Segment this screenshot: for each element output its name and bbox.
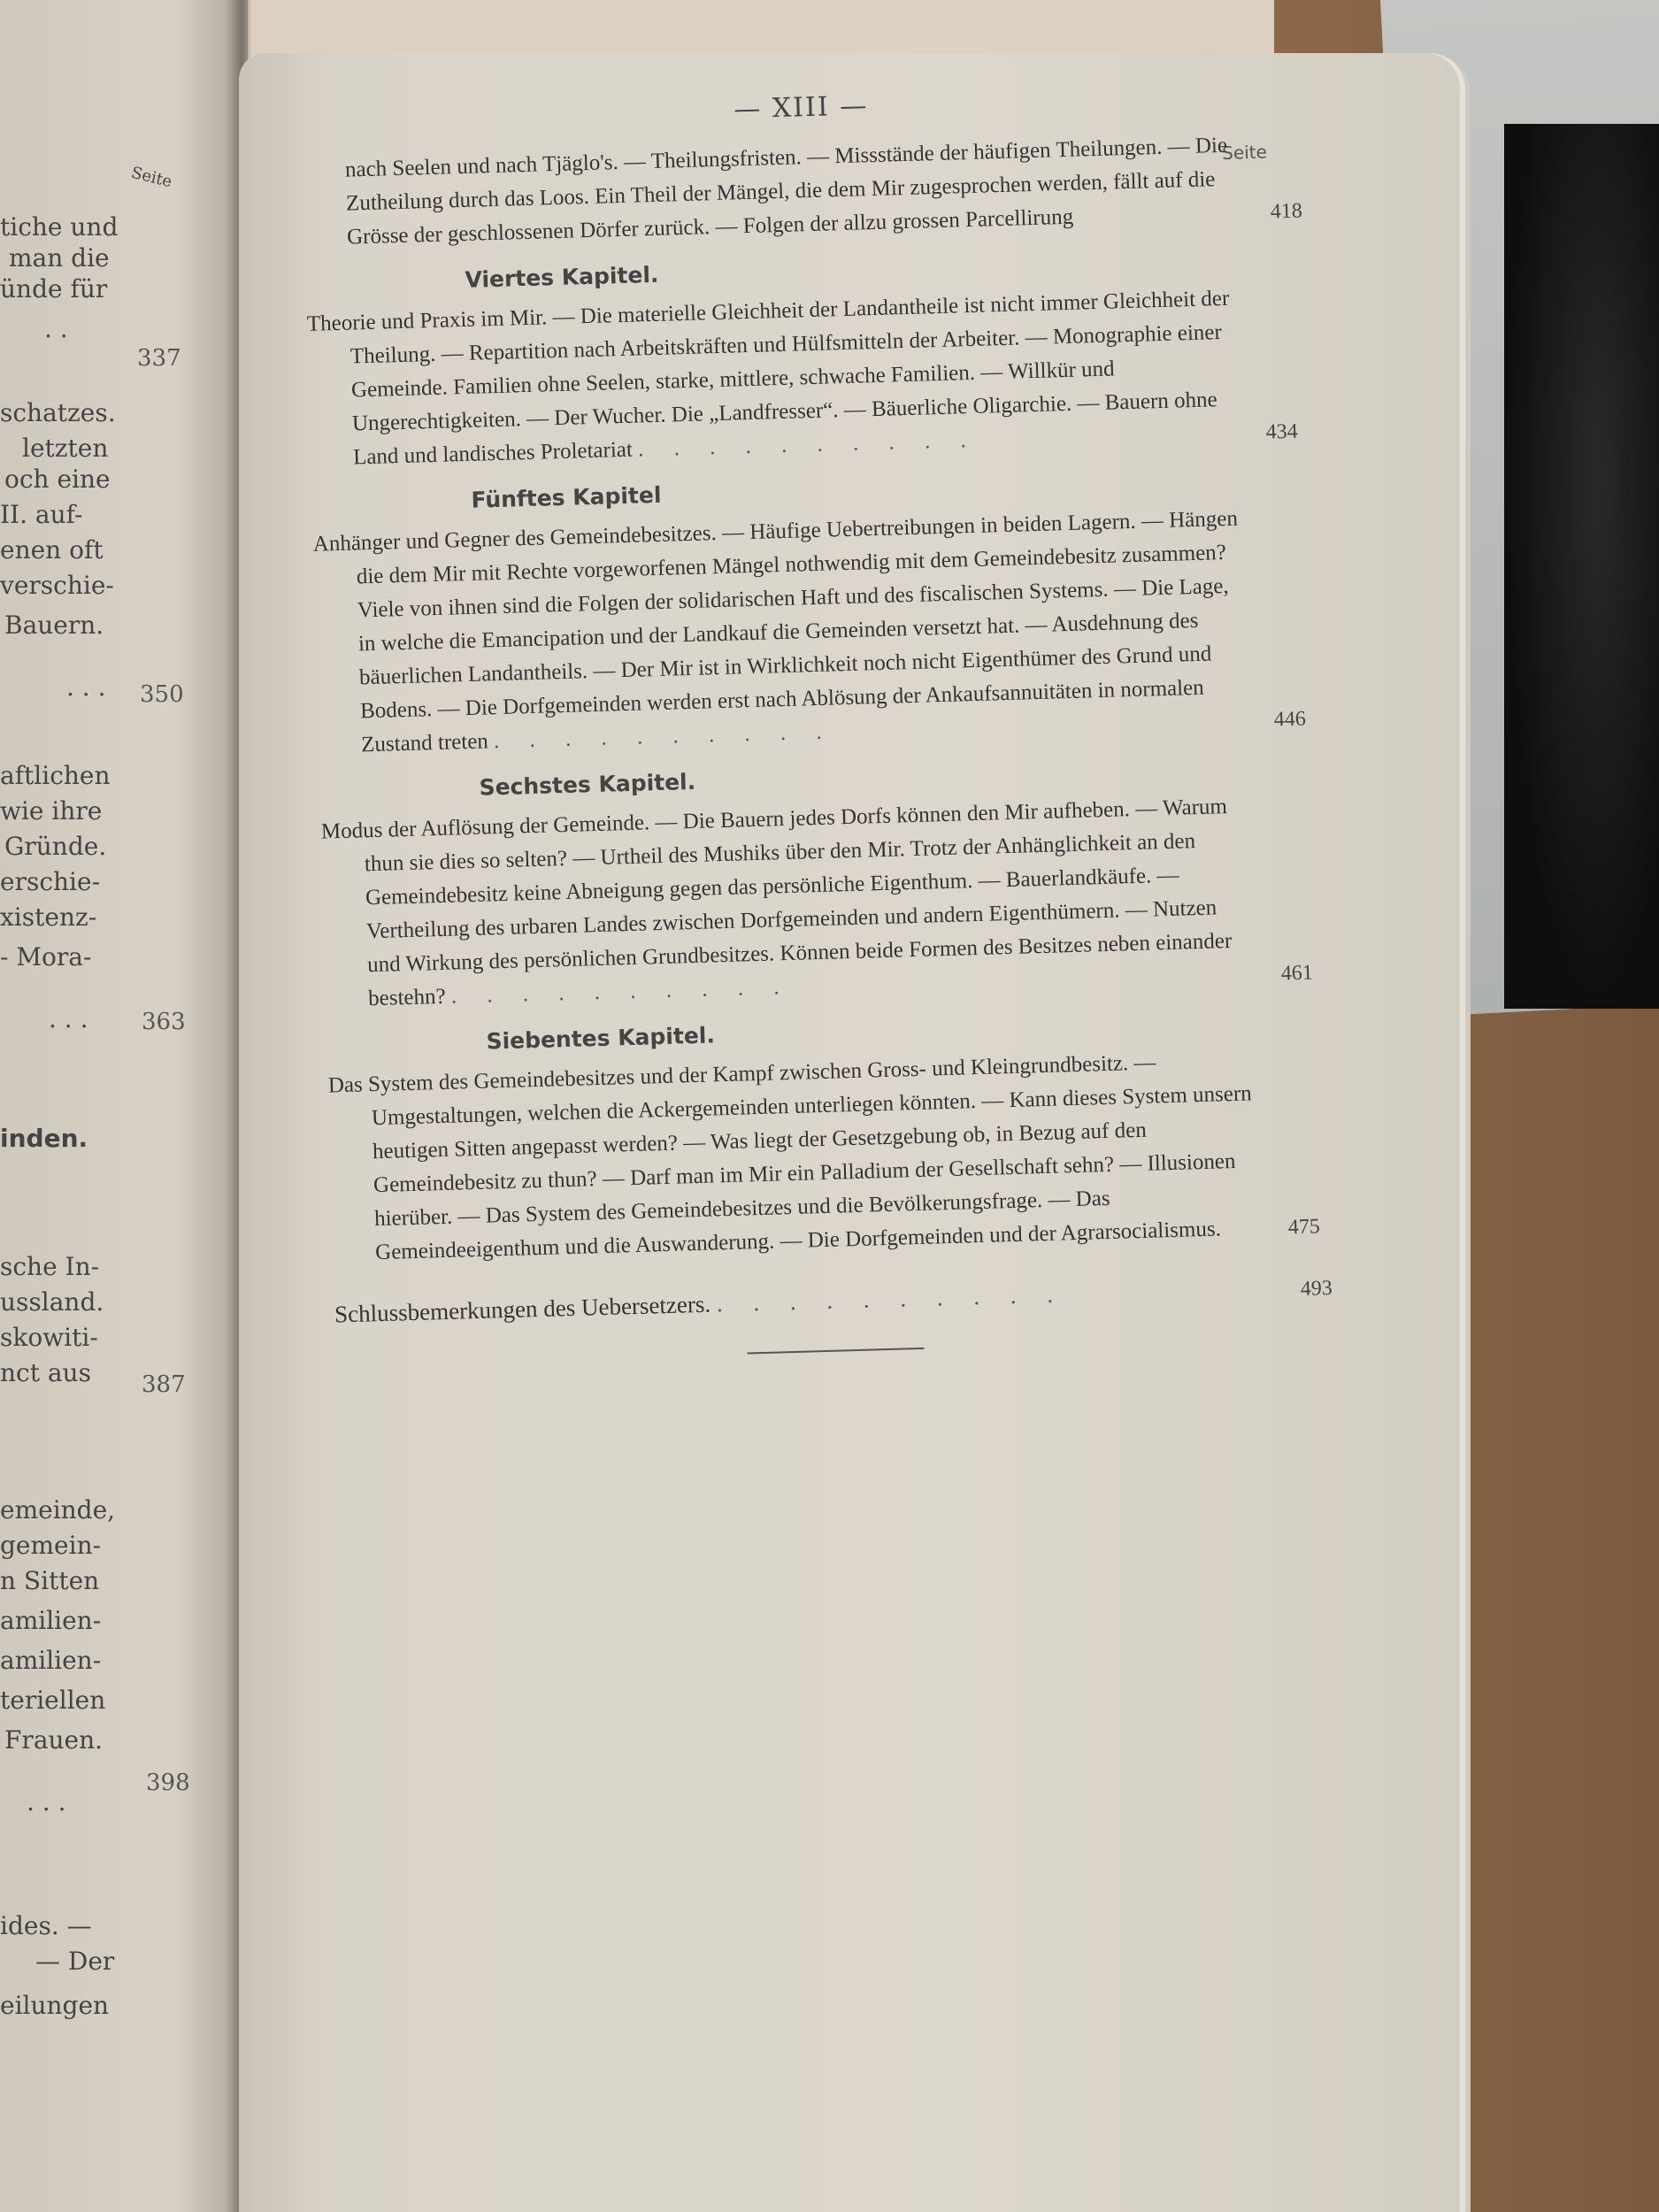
left-page-line: . . . [66,672,106,702]
page-header: — XIII — [733,90,869,126]
left-page-number: 350 [140,681,184,708]
left-page-line: Seite [129,163,174,192]
left-page-line: man die [9,243,110,273]
chapter-title-5: Fünftes Kapitel [471,481,662,513]
toc-entry-chapter-5 [312,502,1307,763]
toc-page-number: 446 [1273,707,1307,732]
dot-leaders: . . . . . . . . . . [716,1280,1066,1317]
left-page-line: ussland. [0,1287,104,1317]
left-page-line: amilien- [0,1606,102,1635]
left-page-line: och eine [4,465,111,494]
toc-page-number: 434 [1265,419,1299,444]
closing-text: Schlussbemerkungen des Uebersetzers. [334,1290,711,1328]
left-page-line: nct aus [0,1358,91,1387]
black-cloth [1504,124,1659,1009]
left-page-number: 337 [137,345,181,372]
chapter-title-7: Siebentes Kapitel. [486,1022,716,1055]
left-page-line: - Mora- [0,942,92,972]
left-page-line: eilungen [0,1991,110,2020]
toc-entry-chapter-6 [320,789,1314,1017]
left-page-line: . . . [49,1004,88,1033]
left-page-line: erschie- [0,867,101,896]
left-page-line: . . . [27,1787,66,1816]
seite-label: Seite [1221,141,1268,164]
left-page-heading: inden. [0,1124,88,1153]
left-page-line: sche In- [0,1252,100,1281]
left-page-line: letzten [22,434,109,463]
left-page-line: skowiti- [0,1323,98,1352]
left-page-line: — Der [35,1947,115,1976]
left-page-line: aftlichen [0,761,111,790]
left-page-line: teriellen [0,1686,106,1715]
toc-page-number: 493 [1300,1276,1333,1301]
left-page-line: ünde für [0,274,108,303]
left-page-number: 387 [142,1371,186,1398]
dot-leaders: . . . . . . . . . . [637,427,979,462]
left-page-line: . . [44,314,68,343]
dot-leaders: . . . . . . . . . . [450,974,792,1009]
table-of-contents [301,78,1335,1365]
left-page-line: verschie- [0,571,114,600]
toc-entry-chapter-7 [327,1043,1321,1271]
toc-page-number: 475 [1287,1215,1321,1240]
left-page-line: amilien- [0,1646,102,1675]
toc-page-number: 418 [1270,199,1303,224]
left-page-number: 363 [142,1009,186,1035]
chapter-title-6: Sechstes Kapitel. [479,768,696,801]
left-page-line: enen oft [0,535,104,565]
left-page-line: tiche und [0,212,119,242]
toc-entry-text: Theorie und Praxis im Mir. — Die materielle Gleichheit der Landantheile ist nicht immer Gleichheit der Theilung. — Repartition nach Arbeitskräften und Hülfsmitteln der Arbeiter. — Monographie einer Gemeinde. Familien ohne Seelen, starke, mittlere, schwache Familien. — Willkür und Ungerechtigkeiten. — Der Wucher. Die „Landfresser“. — Bäuerliche Oligarchie. — Bauern ohne Land und landisches Proletariat [306,286,1230,470]
toc-entry-text: Das System des Gemeindebesitzes und der Kampf zwischen Gross- und Kleingrundbesitz. — Umgestaltungen, welchen die Ackergemeinden unterliegen könnten. — Kann dieses System unsern heutigen Sitten angepasst werden? — Was liegt der Gesetzgebung ob, in Bezug auf den Gemeindebesitz zu thun? — Darf man im Mir ein Palladium der Gesellschaft sehn? — Illusionen hierüber. — Das System des Gemeindebesitzes und die Bevölkerungsfrage. — Das Gemeindeeigenthum und die Auswanderung. — Die Dorfgemeinden und der Agrarsocialismus. [327,1050,1253,1265]
toc-entry-text: nach Seelen und nach Tjäglo's. — Theilungsfristen. — Missstände der häufigen Theilungen. — Die Zutheilung durch das Loos. Ein Theil der Mängel, die dem Mir zugesprochen werden, fällt auf die Grösse der geschlossenen Dörfer zurück. — Folgen der allzu grossen Parcellirung [344,133,1228,250]
toc-closing-entry [334,1275,1333,1328]
toc-entry-text: Modus der Auflösung der Gemeinde. — Die Bauern jedes Dorfs können den Mir aufheben. — Warum thun sie dies so selten? — Urtheil des Mushiks über den Mir. Trotz der Anhänglichkeit an den Gemeindebesitz keine Abneigung gegen das persönliche Eigenthum. — Bauerlandkäufe. — Vertheilung des urbaren Landes zwischen Dorfgemeinden und andern Eigenthümern. — Nutzen und Wirkung des persönlichen Grundbesitzes. Können beide Formen des Besitzes neben einander bestehn? [320,795,1233,1011]
left-page-line: Bauern. [4,611,104,640]
dot-leaders: . . . . . . . . . . [493,719,835,754]
toc-entry-text: Anhänger und Gegner des Gemeindebesitzes. — Häufige Uebertreibungen in beiden Lagern. — Hängen die dem Mir mit Rechte vorgeworfenen Mängel nothwendig mit dem Gemeindebesitz zusammen? Viele von ihnen sind die Folgen der solidarischen Haft und des fiscalischen Systems. — Die Lage, in welche die Emancipation und der Landkauf die Gemeinden versetzt hat. — Ausdehnung des bäuerlichen Landantheils. — Der Mir ist in Wirklichkeit noch nicht Eigenthümer des Grund und Bodens. — Die Dorfgemeinden werden erst nach Ablösung der Ankaufsannuitäten in normalen Zustand treten [312,506,1239,757]
left-page-line: Gründe. [4,832,107,861]
left-page-line: xistenz- [0,902,97,932]
left-page-line: emeinde, [0,1495,116,1525]
left-page-line: schatzes. [0,398,116,427]
left-page-line: wie ihre [0,796,103,826]
left-page-line: n Sitten [0,1566,100,1595]
left-page-number: 398 [146,1770,190,1796]
left-page-line: Frauen. [4,1725,104,1755]
left-page-line: II. auf- [0,500,83,529]
chapter-title-4: Viertes Kapitel. [465,261,659,293]
left-page-line: gemein- [0,1531,102,1560]
toc-entry-chapter-4 [306,282,1299,476]
toc-page-number: 461 [1280,961,1314,986]
left-page [0,0,248,2212]
left-page-line: ides. — [0,1911,92,1940]
